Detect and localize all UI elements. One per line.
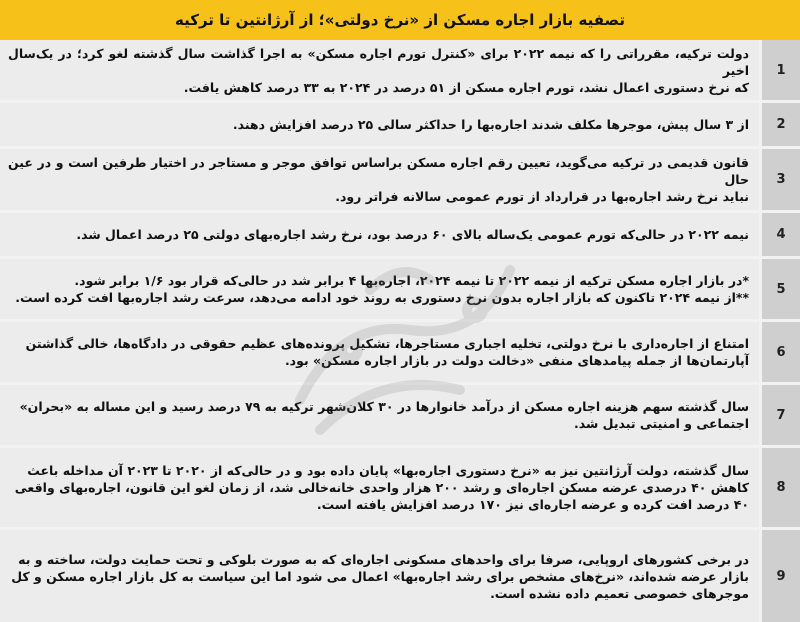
row-text	[0, 103, 759, 146]
row-text-line: اجتماعی و امنیتی تبدیل شد.	[574, 416, 749, 431]
row-text-line: نباید نرخ رشد اجاره‌بها در قرارداد از تورم عمومی سالانه فراتر رود.	[335, 189, 749, 204]
row-text	[0, 530, 759, 622]
row-text-line: کاهش ۴۰ درصدی عرضه مسکن اجاره‌ای و رشد ۲۰۰ هزار واحدی خانه‌خالی شد، از زمان لغو این قانون، اجاره‌بهای واقعی	[14, 480, 749, 495]
row-text-line: *در بازار اجاره مسکن ترکیه از نیمه ۲۰۲۲ تا نیمه ۲۰۲۴، اجاره‌بها ۴ برابر شد در حالی‌که قرار بود ۱/۶ برابر شود.	[74, 273, 749, 288]
table-row	[0, 530, 800, 622]
row-text-line: **از نیمه ۲۰۲۴ تاکنون که بازار اجاره بدون نرخ دستوری به روند خود ادامه می‌دهد، سرعت رشد اجاره‌بها افت کرده است.	[15, 290, 749, 305]
row-text-line: موجرهای خصوصی تعمیم داده نشده است.	[490, 585, 749, 601]
table-row	[0, 322, 800, 385]
row-number: 8	[759, 448, 800, 527]
table-row	[0, 448, 800, 530]
row-text-line: دولت ترکیه، مقرراتی را که نیمه ۲۰۲۲ برای «کنترل تورم اجاره مسکن» به اجرا گذاشت سال گذشته لغو کرد؛ در یک‌سال اخیر	[8, 45, 750, 78]
row-number: 1	[759, 40, 800, 100]
table-row	[0, 103, 800, 149]
row-text	[0, 448, 759, 527]
row-text	[0, 213, 759, 256]
table-row	[0, 149, 800, 213]
row-number: 5	[759, 259, 800, 319]
row-text-line: در برخی کشورهای اروپایی، صرفا برای واحدهای مسکونی اجاره‌ای که به صورت بلوکی و تحت حمایت دولت، ساخته و به	[18, 551, 749, 567]
row-number: 9	[759, 530, 800, 622]
row-text	[0, 149, 759, 210]
row-text-line: ۴۰ درصد افت کرده و عرضه اجاره‌ای نیز ۱۷۰ درصد افزایش یافته است.	[316, 497, 749, 512]
row-text-line: از ۳ سال پیش، موجرها مکلف شدند اجاره‌بها را حداکثر سالی ۲۵ درصد افزایش دهند.	[232, 117, 749, 132]
row-number: 4	[759, 213, 800, 256]
row-number: 2	[759, 103, 800, 146]
facts-table	[0, 40, 800, 622]
row-number: 7	[759, 385, 800, 445]
row-text-line: قانون قدیمی در ترکیه می‌گوید، تعیین رقم اجاره مسکن براساس توافق موجر و مستاجر در اختیار طرفین است و در عین حال	[8, 155, 749, 187]
row-text	[0, 259, 759, 319]
table-row	[0, 40, 800, 103]
row-text-line: سال گذشته، دولت آرژانتین نیز به «نرخ دستوری اجاره‌بها» پایان داده بود و در حالی‌که از ۲۰۲۰ تا ۲۰۲۳ آن مداخله باعث	[27, 463, 749, 478]
page-title: تصفیه بازار اجاره مسکن از «نرخ دولتی»؛ از آرژانتین تا ترکیه	[0, 0, 800, 40]
row-text	[0, 322, 759, 382]
table-row	[0, 259, 800, 322]
row-text-line: نیمه ۲۰۲۲ در حالی‌که تورم عمومی یک‌ساله بالای ۶۰ درصد بود، نرخ رشد اجاره‌بهای دولتی ۲۵ درصد اعمال شد.	[76, 227, 749, 242]
row-text-line: آپارتمان‌ها از جمله پیامدهای منفی «دخالت دولت در بازار اجاره مسکن» بود.	[284, 353, 749, 368]
row-text-line: که نرخ دستوری اعمال نشد، تورم اجاره مسکن از ۵۱ درصد در ۲۰۲۴ به ۳۳ درصد کاهش یافت.	[183, 79, 749, 95]
row-number: 3	[759, 149, 800, 210]
row-text	[0, 385, 759, 445]
row-text-line: امتناع از اجاره‌داری با نرخ دولتی، تخلیه اجباری مستاجرها، تشکیل پرونده‌های عظیم حقوقی در دادگاه‌ها، خالی گذاشتن	[25, 336, 749, 351]
row-text-line: بازار عرضه شده‌اند، «نرخ‌های مشخص برای رشد اجاره‌بها» اعمال می شود اما این سیاست به کل بازار اجاره مسکن و کل	[11, 568, 749, 584]
table-row	[0, 385, 800, 448]
row-number: 6	[759, 322, 800, 382]
table-row	[0, 213, 800, 259]
row-text	[0, 40, 759, 100]
row-text-line: سال گذشته سهم هزینه اجاره مسکن از درآمد خانوارها در ۳۰ کلان‌شهر ترکیه به ۷۹ درصد رسید و این مساله به «بحران»	[19, 399, 749, 414]
